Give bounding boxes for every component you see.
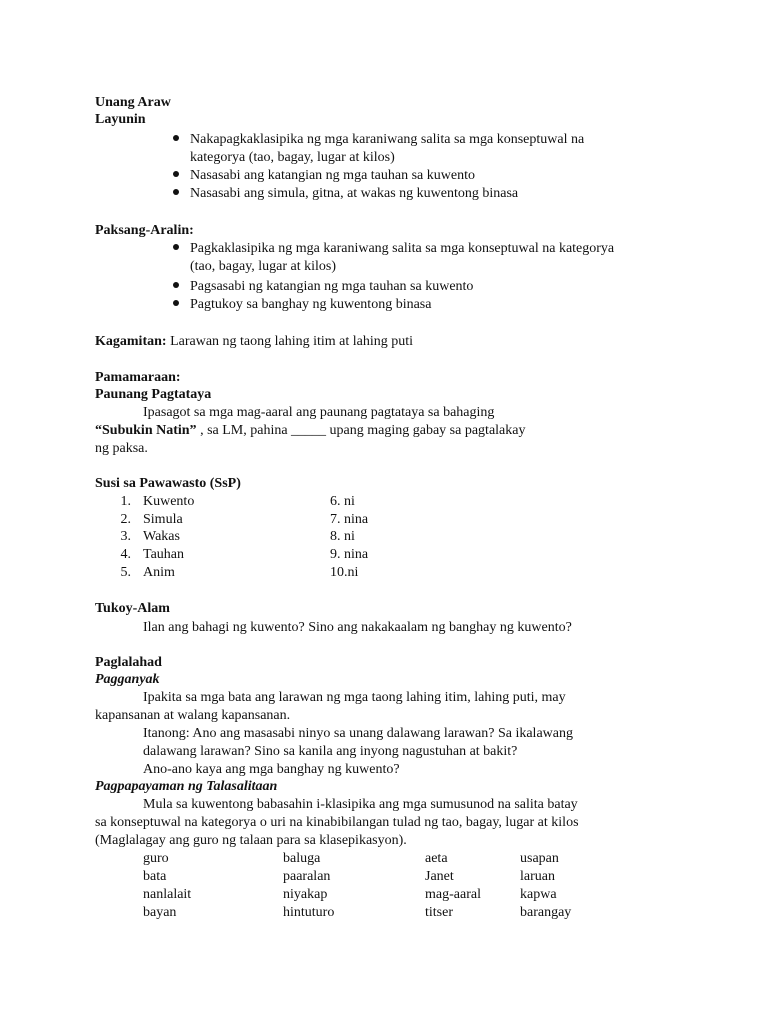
answer-number: 3. <box>120 529 131 544</box>
paunang-heading: Paunang Pagtataya <box>95 387 212 402</box>
word-cell: laruan <box>520 869 555 884</box>
kagamitan-label: Kagamitan: <box>95 334 167 349</box>
word-cell: Janet <box>425 869 454 884</box>
word-cell: baluga <box>283 851 321 866</box>
word-cell: usapan <box>520 851 559 866</box>
kagamitan-text: Larawan ng taong lahing itim at lahing puti <box>166 334 414 349</box>
susi-heading: Susi sa Pawawasto (SsP) <box>95 476 241 491</box>
answer-number: 2. <box>120 512 131 527</box>
layunin-item-1-cont: kategorya (tao, bagay, lugar at kilos) <box>190 150 395 165</box>
talasalitaan-line: sa konseptuwal na kategorya o uri na kinabibilangan tulad ng tao, bagay, lugar at kilos <box>95 815 579 830</box>
answer-number: 4. <box>120 547 131 562</box>
subukin-label: “Subukin Natin” <box>95 423 197 438</box>
layunin-item-1: Nakapagkaklasipika ng mga karaniwang salita sa mga konseptuwal na <box>190 132 585 147</box>
paglalahad-heading: Paglalahad <box>95 655 162 670</box>
answer-item: 10.ni <box>330 565 359 580</box>
bullet-icon <box>173 282 179 288</box>
bullet-icon <box>173 135 179 141</box>
paksa-item-1-cont: (tao, bagay, lugar at kilos) <box>190 259 337 274</box>
answer-item: Anim <box>143 565 175 580</box>
word-cell: kapwa <box>520 887 557 902</box>
layunin-item-3: Nasasabi ang simula, gitna, at wakas ng kuwentong binasa <box>190 186 519 201</box>
pagganyak-line: dalawang larawan? Sino sa kanila ang inyong nagustuhan at bakit? <box>143 744 518 759</box>
layunin-heading: Layunin <box>95 112 146 127</box>
talasalitaan-line: Mula sa kuwentong babasahin i-klasipika ang mga sumusunod na salita batay <box>143 797 578 812</box>
day-heading: Unang Araw <box>95 95 171 110</box>
bullet-icon <box>173 171 179 177</box>
answer-item: Kuwento <box>143 494 195 509</box>
word-cell: guro <box>143 851 169 866</box>
answer-item: 9. nina <box>330 547 369 562</box>
bullet-icon <box>173 189 179 195</box>
paksa-item-1: Pagkaklasipika ng mga karaniwang salita sa mga konseptuwal na kategorya <box>190 241 615 256</box>
paunang-line-2-rest: , sa LM, pahina _____ upang maging gabay sa pagtalakay <box>196 423 526 438</box>
paksa-item-2: Pagsasabi ng katangian ng mga tauhan sa kuwento <box>190 279 474 294</box>
paunang-line-2 <box>95 422 525 439</box>
tukoy-text: Ilan ang bahagi ng kuwento? Sino ang nakakaalam ng banghay ng kuwento? <box>143 620 572 635</box>
word-cell: nanlalait <box>143 887 192 902</box>
bullet-icon <box>173 300 179 306</box>
word-cell: aeta <box>425 851 448 866</box>
answer-item: 8. ni <box>330 529 355 544</box>
word-cell: bata <box>143 869 167 884</box>
talasalitaan-heading: Pagpapayaman ng Talasalitaan <box>95 779 278 794</box>
pagganyak-line: kapansanan at walang kapansanan. <box>95 708 291 723</box>
word-cell: mag-aaral <box>425 887 481 902</box>
pagganyak-line: Ano-ano kaya ang mga banghay ng kuwento? <box>143 762 400 777</box>
paksa-heading: Paksang-Aralin: <box>95 223 194 238</box>
pagganyak-heading: Pagganyak <box>95 672 160 687</box>
answer-item: Tauhan <box>143 547 185 562</box>
bullet-icon <box>173 244 179 250</box>
answer-item: Simula <box>143 512 183 527</box>
pamamaraan-heading: Pamamaraan: <box>95 370 181 385</box>
word-cell: paaralan <box>283 869 331 884</box>
talasalitaan-line: (Maglalagay ang guro ng talaan para sa klasepikasyon). <box>95 833 407 848</box>
paunang-line-1: Ipasagot sa mga mag-aaral ang paunang pagtataya sa bahaging <box>143 405 495 420</box>
answer-item: 7. nina <box>330 512 369 527</box>
pagganyak-line: Itanong: Ano ang masasabi ninyo sa unang dalawang larawan? Sa ikalawang <box>143 726 573 741</box>
tukoy-heading: Tukoy-Alam <box>95 601 170 616</box>
kagamitan-line <box>95 333 413 350</box>
answer-number: 5. <box>120 565 131 580</box>
pagganyak-line: Ipakita sa mga bata ang larawan ng mga taong lahing itim, lahing puti, may <box>143 690 566 705</box>
word-cell: barangay <box>520 905 572 920</box>
layunin-item-2: Nasasabi ang katangian ng mga tauhan sa kuwento <box>190 168 475 183</box>
word-cell: hintuturo <box>283 905 335 920</box>
word-cell: niyakap <box>283 887 328 902</box>
answer-item: Wakas <box>143 529 180 544</box>
answer-item: 6. ni <box>330 494 355 509</box>
word-cell: titser <box>425 905 453 920</box>
paksa-item-3: Pagtukoy sa banghay ng kuwentong binasa <box>190 297 432 312</box>
paunang-line-3: ng paksa. <box>95 441 148 456</box>
answer-number: 1. <box>120 494 131 509</box>
word-cell: bayan <box>143 905 177 920</box>
